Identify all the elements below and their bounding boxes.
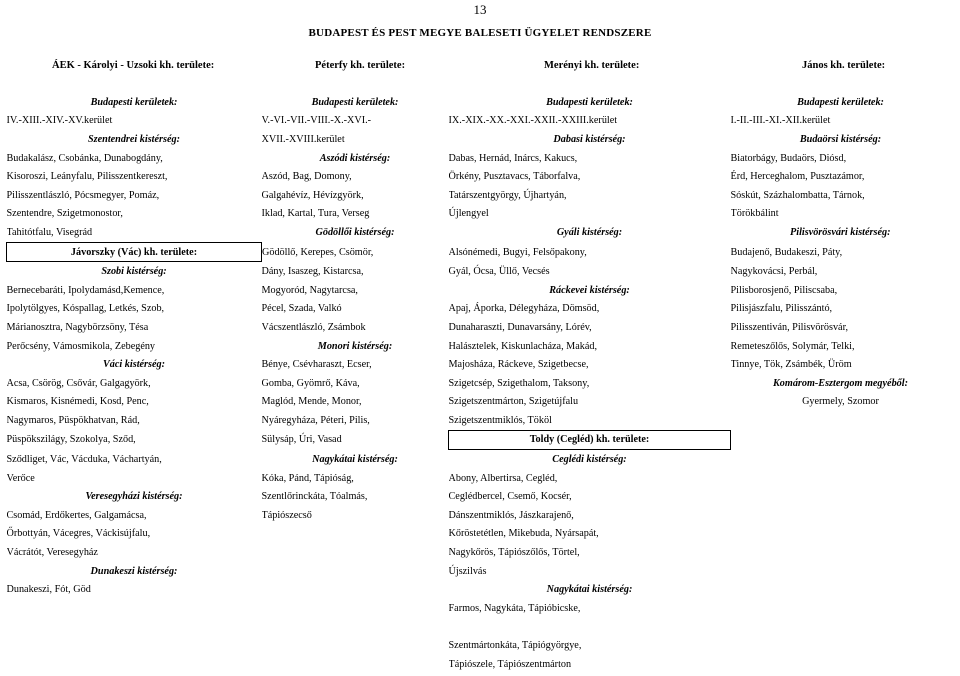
janos-area-cell [731,655,951,674]
header-janos: János kh. területe: [802,60,886,71]
peterfy-area-subheading: Gödöllői kistérség: [315,227,395,239]
janos-area-cell: Remeteszőlős, Solymár, Telki, [730,340,855,352]
janos-area-subheading: Budapesti kerületek: [797,96,884,108]
merenyi-area-cell: Dunaharaszti, Dunavarsány, Lórév, [448,321,592,333]
merenyi-area-cell: Szigetszentmárton, Szigetújfalu [448,396,579,408]
aek-area-cell: Sződliget, Vác, Vácduka, Váchartyán, [6,453,162,465]
aek-area-cell: Ipolytölgyes, Kóspallag, Letkés, Szob, [6,303,165,315]
peterfy-area-cell: V.-VI.-VII.-VIII.-X.-XVI.- [261,115,372,127]
peterfy-area-cell [262,525,449,544]
janos-area-cell [731,525,951,544]
merenyi-area-cell: Szentmártonkáta, Tápiógyörgye, [448,640,582,652]
merenyi-area-cell: Örkény, Pusztavacs, Táborfalva, [448,171,581,183]
table-row [7,580,951,599]
peterfy-area-cell [262,562,449,581]
table-row [7,469,951,488]
janos-area-cell [731,580,951,599]
janos-area-cell: Biatorbágy, Budaörs, Diósd, [730,152,847,164]
merenyi-area-cell: Abony, Albertirsa, Cegléd, [448,472,558,484]
aek-area-subheading: Dunakeszi kistérség: [90,565,178,577]
peterfy-area-cell [262,580,449,599]
peterfy-area-cell [262,618,449,637]
aek-area-subheading: Szobi kistérség: [101,266,167,278]
table-row [7,130,951,149]
peterfy-area-subheading: Aszódi kistérség: [319,152,391,164]
table-body [7,93,951,673]
janos-area-cell [731,562,951,581]
peterfy-area-cell: Gomba, Gyömrő, Káva, [261,377,360,389]
aek-area-cell: Acsa, Csörög, Csővár, Galgagyörk, [6,377,151,389]
janos-area-cell [731,506,951,525]
aek-area-cell: Tahitótfalu, Visegrád [6,226,93,238]
merenyi-area-subheading: Ráckevei kistérség: [549,284,630,296]
table-row [7,112,951,131]
peterfy-area-subheading: Nagykátai kistérség: [312,453,398,465]
janos-area-cell: Sóskút, Százhalombatta, Tárnok, [730,189,865,201]
aek-area-cell [7,655,262,674]
peterfy-area-cell [262,655,449,674]
merenyi-area-cell: Újlengyel [448,208,489,220]
janos-area-cell [731,450,951,469]
merenyi-area-hospital-heading: Toldy (Cegléd) kh. területe: [449,430,731,450]
merenyi-area-subheading: Budapesti kerületek: [546,96,633,108]
merenyi-area-cell: Kőröstetétlen, Mikebuda, Nyársapát, [448,528,599,540]
aek-area-cell: Kisoroszi, Leányfalu, Pilisszentkereszt, [6,171,168,183]
aek-area-cell: Kismaros, Kisnémedi, Kosd, Penc, [6,396,149,408]
aek-area-cell: Verőce [6,472,35,484]
table-row [7,655,951,674]
janos-area-subheading: Pilisvörösvári kistérség: [790,227,891,239]
janos-area-cell [731,469,951,488]
table-row [7,636,951,655]
table-row [7,281,951,300]
aek-area-cell: Perőcsény, Vámosmikola, Zebegény [6,340,156,352]
aek-area-cell [7,636,262,655]
peterfy-area-cell [262,636,449,655]
table-row [7,506,951,525]
janos-area-cell [731,543,951,562]
table-row [7,223,951,242]
janos-area-cell [731,411,951,430]
merenyi-area-cell: Majosháza, Ráckeve, Szigetbecse, [448,359,589,371]
page-title: BUDAPEST ÉS PEST MEGYE BALESETI ÜGYELET RENDSZERE [308,27,652,39]
merenyi-area-cell: Dabas, Hernád, Inárcs, Kakucs, [448,152,578,164]
table-row [7,337,951,356]
janos-area-cell: I.-II.-III.-XI.-XII.kerület [730,115,831,127]
janos-area-subheading: Komárom-Esztergom megyéből: [773,377,908,389]
janos-area-cell [731,636,951,655]
merenyi-area-subheading: Nagykátai kistérség: [546,584,633,596]
merenyi-area-cell [449,618,731,637]
aek-area-cell [7,618,262,637]
table-row [7,450,951,469]
merenyi-area-cell: Farmos, Nagykáta, Tápióbicske, [448,602,581,614]
aek-area-cell: Dunakeszi, Fót, Göd [6,584,91,596]
merenyi-area-cell: Halásztelek, Kiskunlacháza, Makád, [448,340,598,352]
aek-area-cell: Csomád, Erdőkertes, Galgamácsa, [6,509,147,521]
table-row [7,300,951,319]
merenyi-area-cell: Szigetszentmiklós, Tököl [448,414,552,426]
peterfy-area-cell: Vácszentlászló, Zsámbok [261,321,366,333]
merenyi-area-subheading: Gyáli kistérség: [556,227,623,239]
janos-area-cell [731,430,951,450]
peterfy-area-cell: Iklad, Kartal, Tura, Verseg [261,208,370,220]
peterfy-area-subheading: Monori kistérség: [317,340,393,352]
hospital-area-table [6,93,951,673]
janos-area-cell: Pilisjászfalu, Pilisszántó, [730,303,833,315]
peterfy-area-cell: Bénye, Csévharaszt, Ecser, [261,359,372,371]
aek-area-hospital-heading: Jávorszky (Vác) kh. területe: [7,242,262,262]
peterfy-area-cell: Dány, Isaszeg, Kistarcsa, [261,265,364,277]
merenyi-area-cell: Ceglédbercel, Csemő, Kocsér, [448,491,572,503]
table-row [7,262,951,281]
table-row [7,393,951,412]
table-row [7,149,951,168]
merenyi-area-subheading: Ceglédi kistérség: [552,454,627,466]
merenyi-area-cell: Gyál, Ócsa, Üllő, Vecsés [448,265,550,277]
aek-area-subheading: Budapesti kerületek: [90,96,178,108]
table-row [7,487,951,506]
aek-area-cell [7,599,262,618]
merenyi-area-subheading: Dabasi kistérség: [553,133,626,145]
peterfy-area-cell: Szentlőrinckáta, Tóalmás, [261,491,368,503]
peterfy-area-cell [262,543,449,562]
aek-area-cell: Püspökszilágy, Szokolya, Sződ, [6,434,136,446]
aek-area-subheading: Váci kistérség: [103,359,165,371]
merenyi-area-cell: Újszilvás [448,565,487,577]
janos-area-subheading: Budaörsi kistérség: [799,133,882,145]
peterfy-area-cell: Mogyoród, Nagytarcsa, [261,284,358,296]
table-row [7,430,951,450]
aek-area-cell: Nagymaros, Püspökhatvan, Rád, [6,415,140,427]
janos-area-cell: Gyermely, Szomor [802,396,879,408]
merenyi-area-cell: Tápiószele, Tápiószentmárton [448,658,572,670]
janos-area-cell [731,487,951,506]
merenyi-area-cell: Tatárszentgyörgy, Újhartyán, [448,189,567,201]
merenyi-area-cell: Alsónémedi, Bugyi, Felsőpakony, [448,246,587,258]
aek-area-cell: Őrbottyán, Vácegres, Váckisújfalu, [6,528,151,540]
peterfy-area-cell: Galgahévíz, Hévízgyörk, [261,189,364,201]
merenyi-area-cell: IX.-XIX.-XX.-XXI.-XXII.-XXIII.kerület [448,115,618,127]
janos-area-cell: Nagykovácsi, Perbál, [730,265,818,277]
janos-area-cell: Budajenő, Budakeszi, Páty, [730,246,843,258]
table-row [7,186,951,205]
merenyi-area-cell: Szigetcsép, Szigethalom, Taksony, [448,377,590,389]
table-row [7,374,951,393]
table-row [7,242,951,262]
table-row [7,543,951,562]
janos-area-cell: Tinnye, Tök, Zsámbék, Üröm [730,359,852,371]
janos-area-cell: Pilisborosjenő, Piliscsaba, [730,284,838,296]
janos-area-cell: Érd, Herceghalom, Pusztazámor, [730,171,865,183]
peterfy-area-cell: Kóka, Pánd, Tápióság, [261,472,354,484]
peterfy-area-cell: Maglód, Mende, Monor, [261,396,362,408]
peterfy-area-cell [262,599,449,618]
aek-area-subheading: Veresegyházi kistérség: [85,491,183,503]
table-row [7,93,951,112]
aek-area-cell: Pilisszentlászló, Pócsmegyer, Pomáz, [6,189,160,201]
merenyi-area-cell: Dánszentmiklós, Jászkarajenő, [448,509,574,521]
aek-area-cell: IV.-XIII.-XIV.-XV.kerület [6,115,113,127]
peterfy-area-cell: Nyáregyháza, Péteri, Pilis, [261,415,370,427]
aek-area-cell: Márianosztra, Nagybörzsöny, Tésa [6,321,149,333]
table-row [7,618,951,637]
table-row [7,355,951,374]
peterfy-area-cell: Aszód, Bag, Domony, [261,171,352,183]
table-row [7,318,951,337]
table-row [7,167,951,186]
janos-area-cell [731,599,951,618]
peterfy-area-subheading: Budapesti kerületek: [311,96,399,108]
page-number: 13 [473,2,487,17]
merenyi-area-cell: Nagykőrös, Tápiószőlős, Törtel, [448,547,580,559]
peterfy-area-cell: Gödöllő, Kerepes, Csömör, [262,246,374,258]
aek-area-cell: Szentendre, Szigetmonostor, [6,208,123,220]
table-row [7,411,951,430]
table-row [7,599,951,618]
peterfy-area-cell: Pécel, Szada, Valkó [261,303,342,315]
table-row [7,525,951,544]
peterfy-area-cell: Tápiószecső [261,509,312,521]
aek-area-cell: Bernecebaráti, Ipolydamásd,Kemence, [6,284,165,296]
janos-area-cell: Törökbálint [730,208,779,220]
merenyi-area-cell: Apaj, Áporka, Délegyháza, Dömsöd, [448,303,600,315]
header-peterfy: Péterfy kh. területe: [315,60,406,71]
table-row [7,562,951,581]
aek-area-cell: Budakalász, Csobánka, Dunabogdány, [6,152,163,164]
aek-area-cell: Vácrátót, Veresegyház [6,547,98,559]
janos-area-cell [731,618,951,637]
header-merenyi: Merényi kh. területe: [544,60,640,71]
table-row [7,205,951,224]
janos-area-cell: Pilisszentiván, Pilisvörösvár, [730,321,849,333]
aek-area-subheading: Szentendrei kistérség: [88,133,180,145]
header-aek-karolyi-uzsoki: ÁEK - Károlyi - Uzsoki kh. területe: [52,60,215,71]
peterfy-area-cell: Sülysáp, Úri, Vasad [261,434,342,446]
peterfy-area-cell: XVII.-XVIII.kerület [261,133,345,145]
